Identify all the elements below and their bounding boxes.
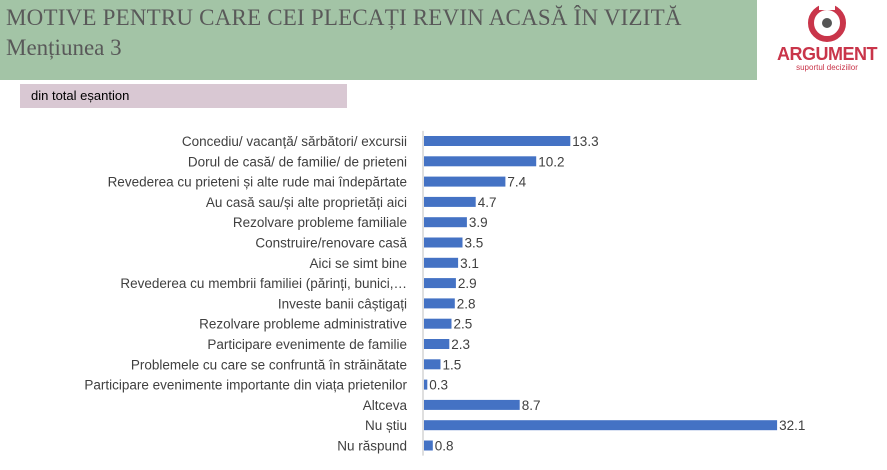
bar [424,197,476,207]
value-label: 0.8 [434,438,454,454]
bar [424,420,777,430]
category-label: Au casă sau/și alte proprietăți aici [205,194,407,210]
argument-logo [770,2,884,76]
bar [424,441,433,451]
value-label: 3.9 [468,215,488,231]
bar [424,136,570,146]
bar [424,339,449,349]
bar [424,359,441,369]
value-label: 3.1 [460,255,479,271]
page-subtitle: Mențiunea 3 [6,35,122,60]
value-label: 13.3 [572,134,599,149]
value-label: 2.3 [451,337,471,352]
value-label: 1.5 [442,357,462,373]
bar-chart [0,120,887,470]
bar [424,298,455,308]
logo-tagline: suportul deciziilor [796,63,858,72]
category-label: Revederea cu prieteni și alte rude mai îndepărtate [107,174,407,190]
value-label: 8.7 [521,397,541,413]
bar [424,156,536,166]
bar [424,319,452,329]
bar [424,258,458,268]
bar [424,217,467,227]
value-label: 2.9 [457,276,477,292]
value-label: 7.4 [507,174,527,190]
page-title: MOTIVE PENTRU CARE CEI PLECAȚI REVIN ACASĂ ÎN VIZITĂ [6,5,682,30]
category-label: Dorul de casă/ de familie/ de prieteni [187,154,407,170]
value-label: 2.5 [453,316,473,332]
category-label: Participare evenimente de familie [207,337,407,352]
header-banner [0,0,757,80]
bar [424,238,463,248]
category-label: Altceva [362,397,407,413]
category-label: Rezolvare probleme administrative [199,316,407,332]
category-label: Revederea cu membrii familiei (părinți, bunici,… [120,276,407,292]
category-label: Participare evenimente importante din viața prietenilor [84,377,407,393]
value-label: 4.7 [477,194,497,210]
value-label: 32.1 [779,418,806,434]
category-label: Nu răspund [337,438,407,454]
sample-label-box [20,84,347,108]
value-label: 10.2 [538,154,565,170]
category-label: Concediu/ vacanță/ sărbători/ excursii [181,134,407,149]
logo-ring-icon [770,2,884,44]
value-label: 3.5 [464,235,484,251]
bar [424,400,520,410]
category-label: Construire/renovare casă [255,235,407,251]
bar [424,177,505,187]
category-label: Problemele cu care se confruntă în străinătate [130,357,407,373]
category-label: Aici se simt bine [309,255,407,271]
category-label: Investe banii câștigați [277,296,407,312]
value-label: 0.3 [429,377,449,393]
value-label: 2.8 [456,296,476,312]
sample-label: din total eșantion [31,88,130,103]
logo-name: ARGUMENT [777,44,877,64]
bar [424,380,427,390]
category-label: Nu știu [364,418,407,434]
bar [424,278,456,288]
category-label: Rezolvare probleme familiale [232,215,407,231]
